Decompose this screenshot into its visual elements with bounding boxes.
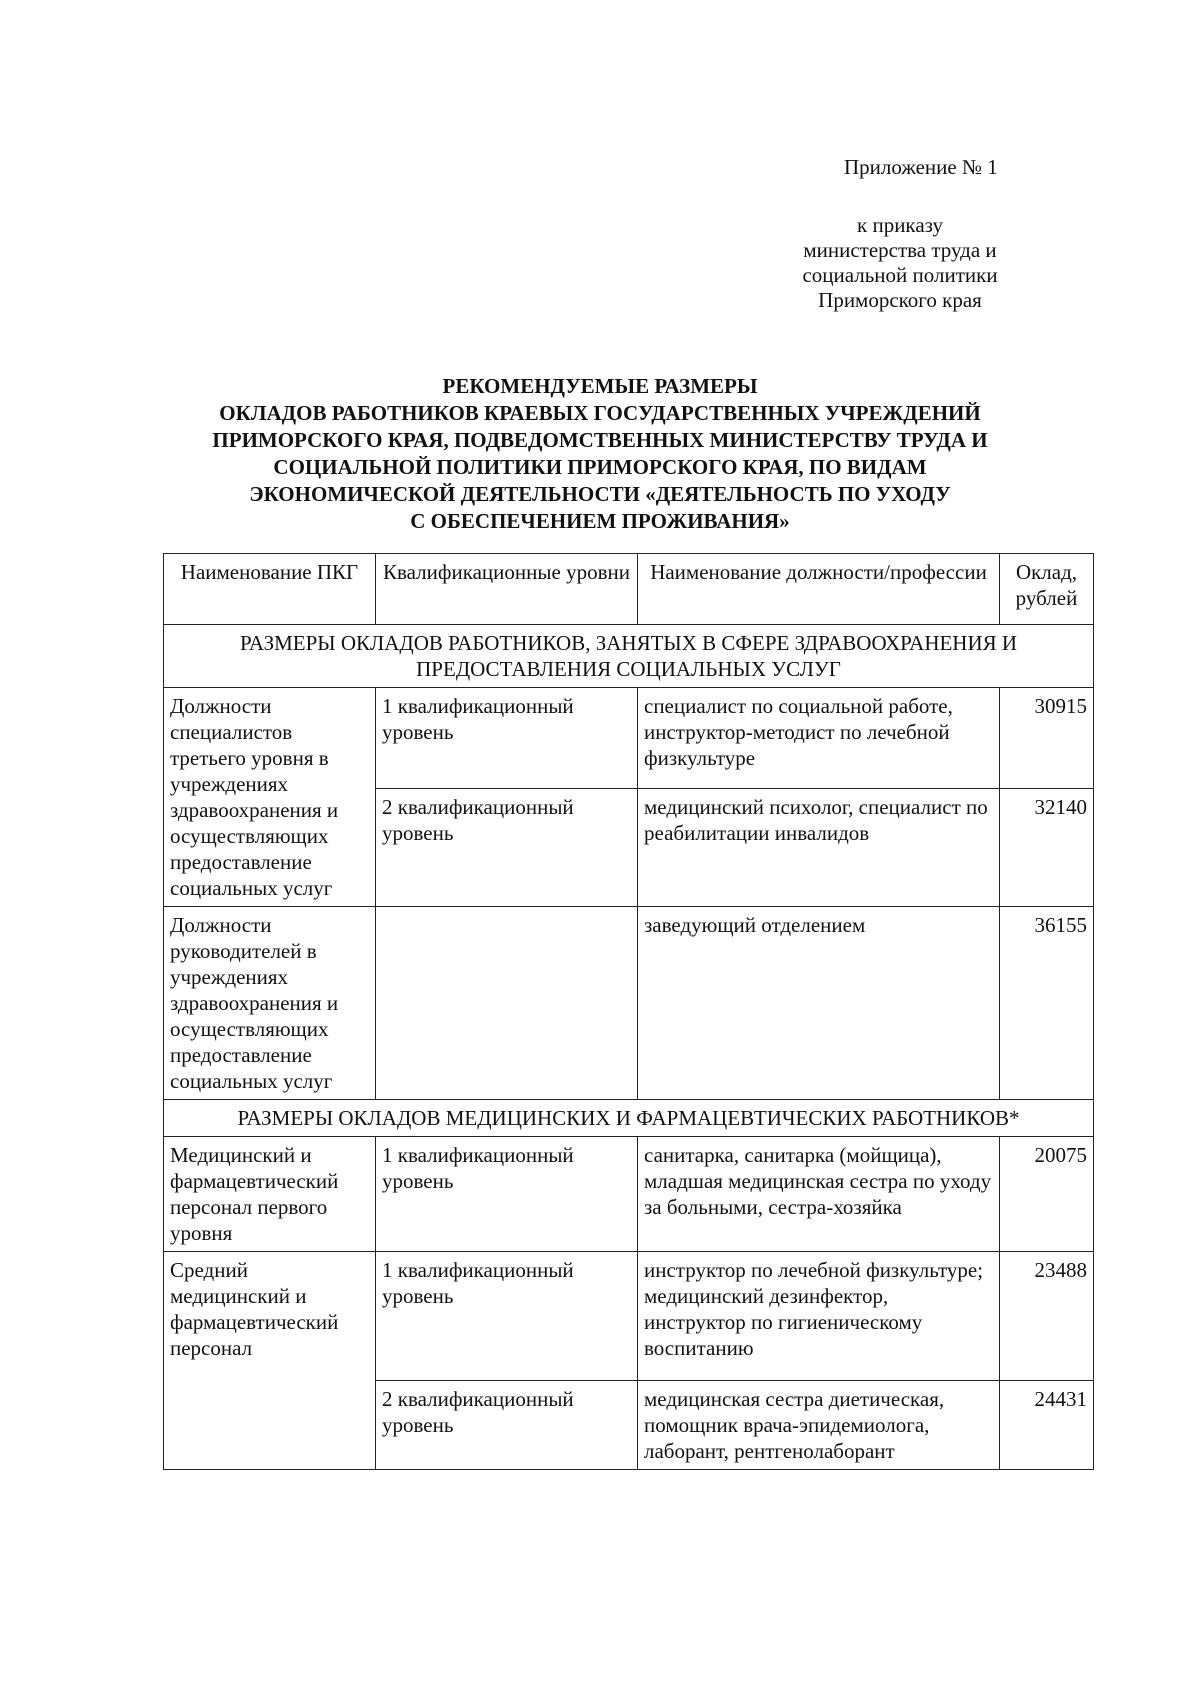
pkg-cell: Средний медицинский и фармацевтический персонал [164,1252,376,1470]
title-line: РЕКОМЕНДУЕМЫЕ РАЗМЕРЫ [442,374,758,398]
table-row [164,907,1094,1100]
salary-cell: 20075 [1000,1137,1094,1252]
salary-cell: 30915 [1000,688,1094,789]
position-cell: медицинский психолог, специалист по реабилитации инвалидов [638,789,1000,907]
level-cell: 1 квалификационный уровень [376,1137,638,1252]
appendix-line: социальной политики [802,263,998,287]
header-pkg: Наименование ПКГ [164,554,376,625]
position-cell: инструктор по лечебной физкультуре; медицинский дезинфектор, инструктор по гигиеническому воспитанию [638,1252,1000,1381]
level-cell: 1 квалификационный уровень [376,1252,638,1381]
header-level: Квалификационные уровни [376,554,638,625]
title-line: СОЦИАЛЬНОЙ ПОЛИТИКИ ПРИМОРСКОГО КРАЯ, ПО ВИДАМ [273,455,927,479]
salary-cell: 32140 [1000,789,1094,907]
appendix-line: министерства труда и [803,238,997,262]
title-line: ОКЛАДОВ РАБОТНИКОВ КРАЕВЫХ ГОСУДАРСТВЕННЫХ УЧРЕЖДЕНИЙ [219,401,981,425]
appendix-number: Приложение № 1 [844,155,998,179]
level-cell: 2 квалификационный уровень [376,789,638,907]
document-title [150,373,1050,535]
table-row [164,1137,1094,1252]
salary-cell: 23488 [1000,1252,1094,1381]
level-cell: 1 квалификационный уровень [376,688,638,789]
position-cell: специалист по социальной работе, инструктор-методист по лечебной физкультуре [638,688,1000,789]
table-row [164,688,1094,789]
title-line: ЭКОНОМИЧЕСКОЙ ДЕЯТЕЛЬНОСТИ «ДЕЯТЕЛЬНОСТЬ ПО УХОДУ [249,482,951,506]
appendix-line: к приказу [857,213,943,237]
level-cell: 2 квалификационный уровень [376,1381,638,1470]
table-row [164,1252,1094,1381]
title-line: С ОБЕСПЕЧЕНИЕМ ПРОЖИВАНИЯ» [410,509,790,533]
position-cell: медицинская сестра диетическая, помощник врача-эпидемиолога, лаборант, рентгенолаборант [638,1381,1000,1470]
table-header-row [164,554,1094,625]
header-salary: Оклад, рублей [1000,554,1094,625]
title-line: ПРИМОРСКОГО КРАЯ, ПОДВЕДОМСТВЕННЫХ МИНИСТЕРСТВУ ТРУДА И [212,428,988,452]
appendix-line: Приморского края [818,288,982,312]
salary-cell: 36155 [1000,907,1094,1100]
section-title: РАЗМЕРЫ ОКЛАДОВ МЕДИЦИНСКИХ И ФАРМАЦЕВТИЧЕСКИХ РАБОТНИКОВ* [164,1100,1094,1137]
section-row [164,625,1094,688]
position-cell: санитарка, санитарка (мойщица), младшая медицинская сестра по уходу за больными, сестра-хозяйка [638,1137,1000,1252]
pkg-cell: Должности специалистов третьего уровня в учреждениях здравоохранения и осуществляющих предоставление социальных услуг [164,688,376,907]
header-position: Наименование должности/профессии [638,554,1000,625]
pkg-cell: Должности руководителей в учреждениях здравоохранения и осуществляющих предоставление социальных услуг [164,907,376,1100]
position-cell: заведующий отделением [638,907,1000,1100]
section-title: РАЗМЕРЫ ОКЛАДОВ РАБОТНИКОВ, ЗАНЯТЫХ В СФЕРЕ ЗДРАВООХРАНЕНИЯ И ПРЕДОСТАВЛЕНИЯ СОЦИАЛЬНЫХ УСЛУГ [164,625,1094,688]
level-cell [376,907,638,1100]
salary-table [163,553,1094,1470]
salary-cell: 24431 [1000,1381,1094,1470]
section-row [164,1100,1094,1137]
pkg-cell: Медицинский и фармацевтический персонал первого уровня [164,1137,376,1252]
